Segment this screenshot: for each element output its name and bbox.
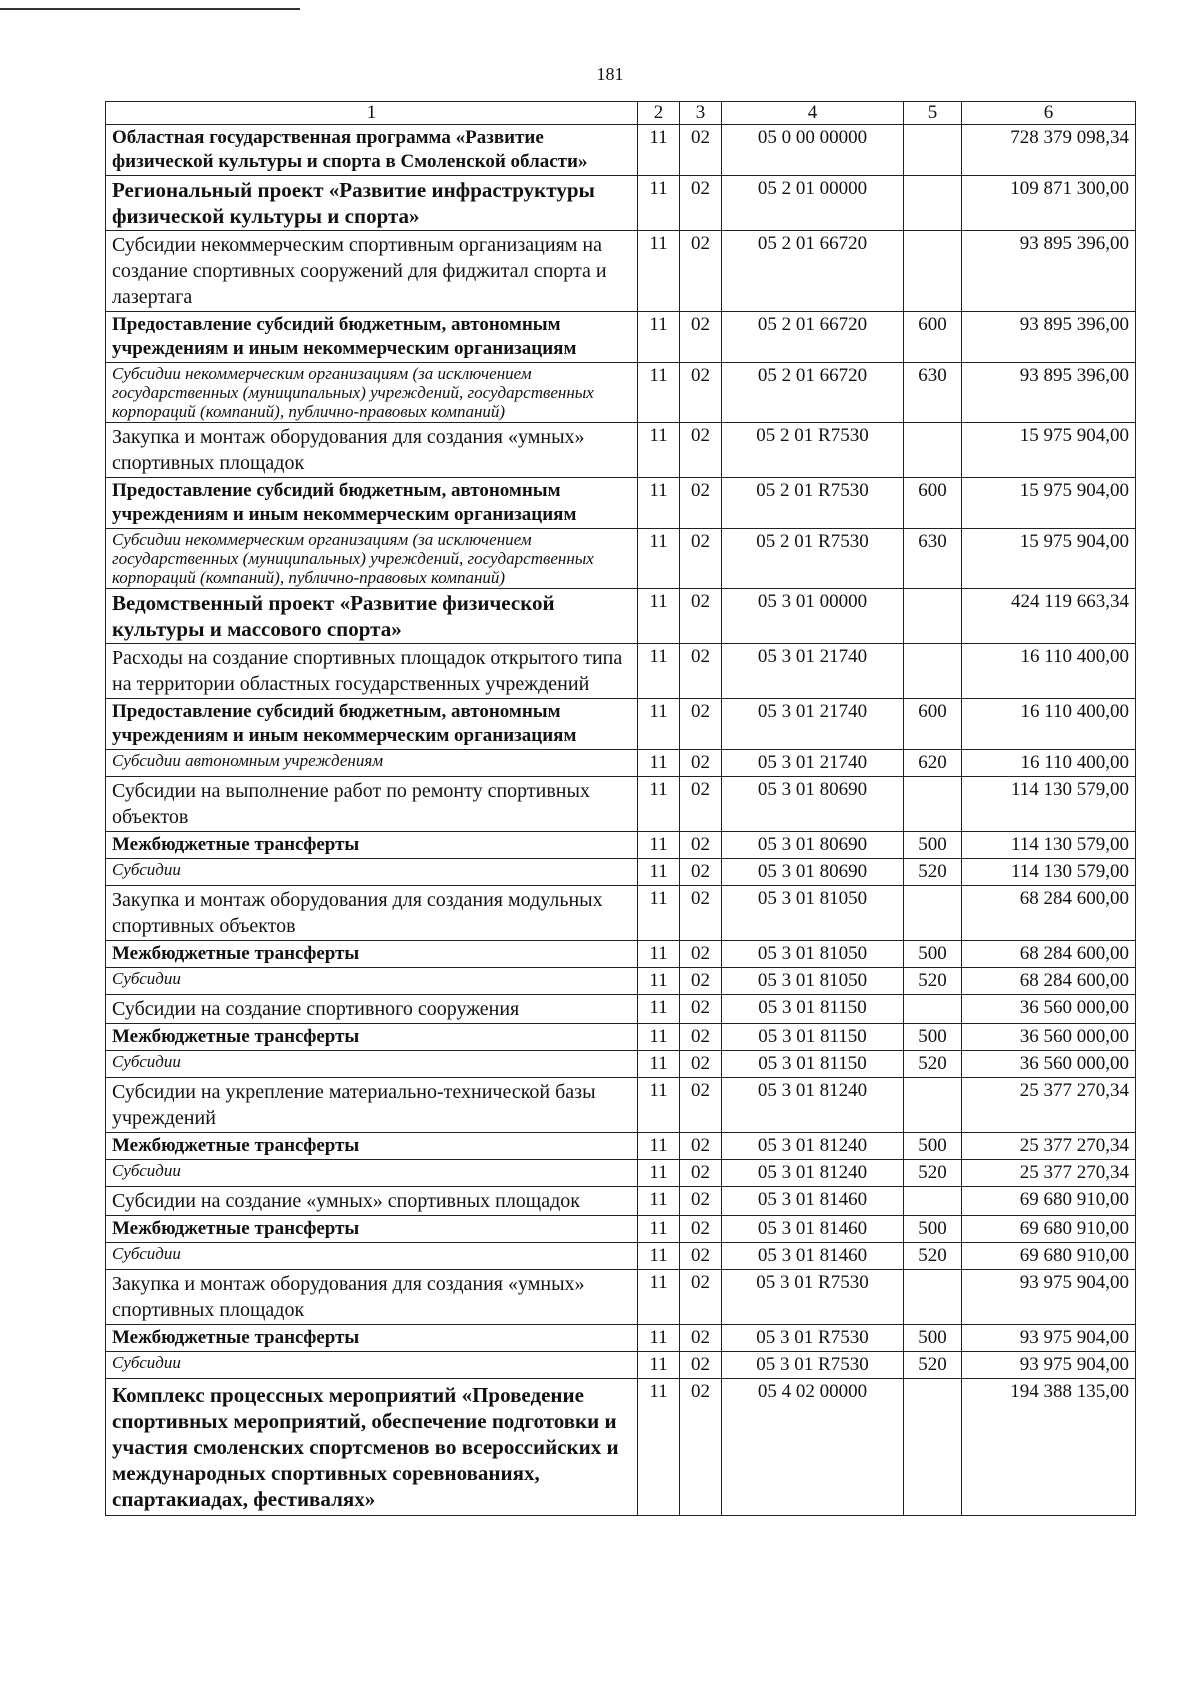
top-rule xyxy=(0,8,300,10)
target-article-cell: 05 3 01 81150 xyxy=(722,1024,904,1051)
subsection-code-cell: 02 xyxy=(680,231,722,312)
table-row xyxy=(106,1078,1136,1133)
row-name-cell: Субсидии на выполнение работ по ремонту спортивных объектов xyxy=(106,777,638,832)
section-code-cell: 11 xyxy=(638,423,680,478)
row-name-cell: Межбюджетные трансферты xyxy=(106,1325,638,1352)
target-article-cell: 05 2 01 00000 xyxy=(722,176,904,231)
budget-table xyxy=(105,101,1136,1516)
amount-cell: 114 130 579,00 xyxy=(962,832,1136,859)
section-code-cell: 11 xyxy=(638,995,680,1024)
section-code-cell: 11 xyxy=(638,125,680,176)
row-name-cell: Региональный проект «Развитие инфраструктуры физической культуры и спорта» xyxy=(106,176,638,231)
target-article-cell: 05 3 01 81240 xyxy=(722,1078,904,1133)
target-article-cell: 05 3 01 21740 xyxy=(722,699,904,750)
subsection-code-cell: 02 xyxy=(680,1270,722,1325)
column-header: 1 xyxy=(106,102,638,125)
target-article-cell: 05 3 01 21740 xyxy=(722,750,904,777)
amount-cell: 25 377 270,34 xyxy=(962,1160,1136,1187)
table-row xyxy=(106,1216,1136,1243)
row-name-cell: Закупка и монтаж оборудования для создания модульных спортивных объектов xyxy=(106,886,638,941)
subsection-code-cell: 02 xyxy=(680,1325,722,1352)
subsection-code-cell: 02 xyxy=(680,529,722,589)
target-article-cell: 05 3 01 81050 xyxy=(722,968,904,995)
subsection-code-cell: 02 xyxy=(680,1078,722,1133)
section-code-cell: 11 xyxy=(638,1187,680,1216)
target-article-cell: 05 3 01 R7530 xyxy=(722,1270,904,1325)
amount-cell: 16 110 400,00 xyxy=(962,644,1136,699)
table-row xyxy=(106,968,1136,995)
amount-cell: 69 680 910,00 xyxy=(962,1216,1136,1243)
row-name-cell: Субсидии xyxy=(106,968,638,995)
row-name-cell: Предоставление субсидий бюджетным, автономным учреждениям и иным некоммерческим организациям xyxy=(106,478,638,529)
section-code-cell: 11 xyxy=(638,750,680,777)
table-row xyxy=(106,1325,1136,1352)
amount-cell: 15 975 904,00 xyxy=(962,423,1136,478)
subsection-code-cell: 02 xyxy=(680,1243,722,1270)
row-name-cell: Ведомственный проект «Развитие физической культуры и массового спорта» xyxy=(106,589,638,644)
row-name-cell: Предоставление субсидий бюджетным, автономным учреждениям и иным некоммерческим организациям xyxy=(106,312,638,363)
target-article-cell: 05 2 01 66720 xyxy=(722,363,904,423)
target-article-cell: 05 0 00 00000 xyxy=(722,125,904,176)
table-row xyxy=(106,529,1136,589)
table-row xyxy=(106,1133,1136,1160)
target-article-cell: 05 3 01 R7530 xyxy=(722,1352,904,1379)
target-article-cell: 05 2 01 66720 xyxy=(722,231,904,312)
amount-cell: 93 895 396,00 xyxy=(962,363,1136,423)
target-article-cell: 05 3 01 81050 xyxy=(722,941,904,968)
row-name-cell: Межбюджетные трансферты xyxy=(106,1024,638,1051)
table-row xyxy=(106,176,1136,231)
amount-cell: 68 284 600,00 xyxy=(962,968,1136,995)
column-header: 6 xyxy=(962,102,1136,125)
target-article-cell: 05 3 01 R7530 xyxy=(722,1325,904,1352)
amount-cell: 68 284 600,00 xyxy=(962,941,1136,968)
column-header: 2 xyxy=(638,102,680,125)
expense-type-cell: 520 xyxy=(904,1160,962,1187)
table-body xyxy=(106,125,1136,1516)
table-row xyxy=(106,1379,1136,1516)
target-article-cell: 05 3 01 21740 xyxy=(722,644,904,699)
expense-type-cell xyxy=(904,886,962,941)
amount-cell: 93 895 396,00 xyxy=(962,231,1136,312)
column-header: 4 xyxy=(722,102,904,125)
row-name-cell: Комплекс процессных мероприятий «Проведение спортивных мероприятий, обеспечение подготовки и участия смоленских спортсменов во всероссийских и международных спортивных соревнованиях, спартакиадах, фестивалях» xyxy=(106,1379,638,1516)
subsection-code-cell: 02 xyxy=(680,777,722,832)
section-code-cell: 11 xyxy=(638,1024,680,1051)
subsection-code-cell: 02 xyxy=(680,859,722,886)
amount-cell: 68 284 600,00 xyxy=(962,886,1136,941)
expense-type-cell xyxy=(904,231,962,312)
expense-type-cell: 520 xyxy=(904,1051,962,1078)
row-name-cell: Закупка и монтаж оборудования для создания «умных» спортивных площадок xyxy=(106,423,638,478)
section-code-cell: 11 xyxy=(638,1270,680,1325)
target-article-cell: 05 3 01 81150 xyxy=(722,1051,904,1078)
table-row xyxy=(106,832,1136,859)
amount-cell: 424 119 663,34 xyxy=(962,589,1136,644)
row-name-cell: Субсидии xyxy=(106,1243,638,1270)
row-name-cell: Предоставление субсидий бюджетным, автономным учреждениям и иным некоммерческим организациям xyxy=(106,699,638,750)
subsection-code-cell: 02 xyxy=(680,968,722,995)
amount-cell: 93 975 904,00 xyxy=(962,1325,1136,1352)
subsection-code-cell: 02 xyxy=(680,1160,722,1187)
amount-cell: 69 680 910,00 xyxy=(962,1243,1136,1270)
column-header: 3 xyxy=(680,102,722,125)
section-code-cell: 11 xyxy=(638,859,680,886)
subsection-code-cell: 02 xyxy=(680,125,722,176)
expense-type-cell xyxy=(904,589,962,644)
table-row xyxy=(106,1352,1136,1379)
target-article-cell: 05 2 01 66720 xyxy=(722,312,904,363)
table-row xyxy=(106,699,1136,750)
expense-type-cell xyxy=(904,1270,962,1325)
expense-type-cell: 520 xyxy=(904,859,962,886)
amount-cell: 114 130 579,00 xyxy=(962,859,1136,886)
table-row xyxy=(106,231,1136,312)
subsection-code-cell: 02 xyxy=(680,312,722,363)
expense-type-cell xyxy=(904,125,962,176)
subsection-code-cell: 02 xyxy=(680,1216,722,1243)
amount-cell: 36 560 000,00 xyxy=(962,1024,1136,1051)
row-name-cell: Субсидии на создание «умных» спортивных площадок xyxy=(106,1187,638,1216)
amount-cell: 16 110 400,00 xyxy=(962,699,1136,750)
row-name-cell: Субсидии на создание спортивного сооружения xyxy=(106,995,638,1024)
target-article-cell: 05 3 01 80690 xyxy=(722,777,904,832)
expense-type-cell xyxy=(904,995,962,1024)
amount-cell: 36 560 000,00 xyxy=(962,995,1136,1024)
row-name-cell: Расходы на создание спортивных площадок открытого типа на территории областных государственных учреждений xyxy=(106,644,638,699)
amount-cell: 15 975 904,00 xyxy=(962,478,1136,529)
expense-type-cell xyxy=(904,1187,962,1216)
table-row xyxy=(106,1051,1136,1078)
section-code-cell: 11 xyxy=(638,231,680,312)
subsection-code-cell: 02 xyxy=(680,363,722,423)
table-row xyxy=(106,1024,1136,1051)
table-row xyxy=(106,941,1136,968)
section-code-cell: 11 xyxy=(638,176,680,231)
expense-type-cell: 630 xyxy=(904,363,962,423)
amount-cell: 25 377 270,34 xyxy=(962,1133,1136,1160)
expense-type-cell: 520 xyxy=(904,968,962,995)
section-code-cell: 11 xyxy=(638,886,680,941)
subsection-code-cell: 02 xyxy=(680,1051,722,1078)
target-article-cell: 05 3 01 81240 xyxy=(722,1160,904,1187)
subsection-code-cell: 02 xyxy=(680,886,722,941)
section-code-cell: 11 xyxy=(638,777,680,832)
subsection-code-cell: 02 xyxy=(680,644,722,699)
subsection-code-cell: 02 xyxy=(680,750,722,777)
section-code-cell: 11 xyxy=(638,1051,680,1078)
expense-type-cell: 520 xyxy=(904,1243,962,1270)
table-row xyxy=(106,312,1136,363)
row-name-cell: Субсидии некоммерческим организациям (за исключением государственных (муниципальных) учреждений, государственных корпораций (компаний), публично-правовых компаний) xyxy=(106,529,638,589)
section-code-cell: 11 xyxy=(638,1078,680,1133)
section-code-cell: 11 xyxy=(638,941,680,968)
expense-type-cell xyxy=(904,423,962,478)
section-code-cell: 11 xyxy=(638,644,680,699)
row-name-cell: Межбюджетные трансферты xyxy=(106,1216,638,1243)
section-code-cell: 11 xyxy=(638,1379,680,1516)
expense-type-cell: 600 xyxy=(904,312,962,363)
expense-type-cell: 630 xyxy=(904,529,962,589)
row-name-cell: Субсидии xyxy=(106,1160,638,1187)
section-code-cell: 11 xyxy=(638,832,680,859)
target-article-cell: 05 3 01 81150 xyxy=(722,995,904,1024)
subsection-code-cell: 02 xyxy=(680,176,722,231)
expense-type-cell xyxy=(904,1078,962,1133)
column-number-row xyxy=(106,102,1136,125)
section-code-cell: 11 xyxy=(638,1133,680,1160)
target-article-cell: 05 4 02 00000 xyxy=(722,1379,904,1516)
expense-type-cell xyxy=(904,1379,962,1516)
amount-cell: 69 680 910,00 xyxy=(962,1187,1136,1216)
target-article-cell: 05 3 01 81460 xyxy=(722,1187,904,1216)
expense-type-cell: 500 xyxy=(904,1216,962,1243)
subsection-code-cell: 02 xyxy=(680,941,722,968)
expense-type-cell xyxy=(904,777,962,832)
row-name-cell: Межбюджетные трансферты xyxy=(106,941,638,968)
amount-cell: 93 975 904,00 xyxy=(962,1270,1136,1325)
row-name-cell: Субсидии xyxy=(106,1352,638,1379)
expense-type-cell: 500 xyxy=(904,832,962,859)
expense-type-cell: 520 xyxy=(904,1352,962,1379)
subsection-code-cell: 02 xyxy=(680,478,722,529)
amount-cell: 93 975 904,00 xyxy=(962,1352,1136,1379)
expense-type-cell xyxy=(904,176,962,231)
table-row xyxy=(106,1160,1136,1187)
amount-cell: 36 560 000,00 xyxy=(962,1051,1136,1078)
target-article-cell: 05 3 01 81460 xyxy=(722,1243,904,1270)
section-code-cell: 11 xyxy=(638,478,680,529)
expense-type-cell: 500 xyxy=(904,941,962,968)
row-name-cell: Межбюджетные трансферты xyxy=(106,832,638,859)
amount-cell: 25 377 270,34 xyxy=(962,1078,1136,1133)
amount-cell: 728 379 098,34 xyxy=(962,125,1136,176)
target-article-cell: 05 3 01 81240 xyxy=(722,1133,904,1160)
row-name-cell: Субсидии некоммерческим организациям (за исключением государственных (муниципальных) учреждений, государственных корпораций (компаний), публично-правовых компаний) xyxy=(106,363,638,423)
section-code-cell: 11 xyxy=(638,312,680,363)
target-article-cell: 05 3 01 00000 xyxy=(722,589,904,644)
row-name-cell: Субсидии на укрепление материально-технической базы учреждений xyxy=(106,1078,638,1133)
expense-type-cell: 500 xyxy=(904,1325,962,1352)
table-row xyxy=(106,886,1136,941)
table-row xyxy=(106,1270,1136,1325)
subsection-code-cell: 02 xyxy=(680,699,722,750)
target-article-cell: 05 3 01 80690 xyxy=(722,832,904,859)
table-row xyxy=(106,1187,1136,1216)
section-code-cell: 11 xyxy=(638,968,680,995)
subsection-code-cell: 02 xyxy=(680,1352,722,1379)
row-name-cell: Областная государственная программа «Развитие физической культуры и спорта в Смоленской области» xyxy=(106,125,638,176)
column-header: 5 xyxy=(904,102,962,125)
target-article-cell: 05 3 01 81050 xyxy=(722,886,904,941)
row-name-cell: Субсидии автономным учреждениям xyxy=(106,750,638,777)
amount-cell: 194 388 135,00 xyxy=(962,1379,1136,1516)
subsection-code-cell: 02 xyxy=(680,1187,722,1216)
subsection-code-cell: 02 xyxy=(680,1379,722,1516)
target-article-cell: 05 3 01 80690 xyxy=(722,859,904,886)
section-code-cell: 11 xyxy=(638,1216,680,1243)
table-row xyxy=(106,423,1136,478)
table-row xyxy=(106,859,1136,886)
expense-type-cell: 600 xyxy=(904,478,962,529)
page-number: 181 xyxy=(596,64,624,84)
row-name-cell: Межбюджетные трансферты xyxy=(106,1133,638,1160)
row-name-cell: Субсидии xyxy=(106,859,638,886)
expense-type-cell: 600 xyxy=(904,699,962,750)
subsection-code-cell: 02 xyxy=(680,589,722,644)
table-row xyxy=(106,478,1136,529)
amount-cell: 16 110 400,00 xyxy=(962,750,1136,777)
table-row xyxy=(106,777,1136,832)
section-code-cell: 11 xyxy=(638,1243,680,1270)
expense-type-cell xyxy=(904,644,962,699)
amount-cell: 15 975 904,00 xyxy=(962,529,1136,589)
section-code-cell: 11 xyxy=(638,699,680,750)
amount-cell: 109 871 300,00 xyxy=(962,176,1136,231)
target-article-cell: 05 2 01 R7530 xyxy=(722,529,904,589)
table-row xyxy=(106,125,1136,176)
row-name-cell: Закупка и монтаж оборудования для создания «умных» спортивных площадок xyxy=(106,1270,638,1325)
target-article-cell: 05 2 01 R7530 xyxy=(722,423,904,478)
section-code-cell: 11 xyxy=(638,529,680,589)
section-code-cell: 11 xyxy=(638,1352,680,1379)
subsection-code-cell: 02 xyxy=(680,423,722,478)
table-row xyxy=(106,644,1136,699)
section-code-cell: 11 xyxy=(638,589,680,644)
subsection-code-cell: 02 xyxy=(680,1024,722,1051)
section-code-cell: 11 xyxy=(638,1325,680,1352)
target-article-cell: 05 2 01 R7530 xyxy=(722,478,904,529)
table-row xyxy=(106,750,1136,777)
table-row xyxy=(106,589,1136,644)
expense-type-cell: 620 xyxy=(904,750,962,777)
row-name-cell: Субсидии некоммерческим спортивным организациям на создание спортивных сооружений для фиджитал спорта и лазертага xyxy=(106,231,638,312)
amount-cell: 114 130 579,00 xyxy=(962,777,1136,832)
expense-type-cell: 500 xyxy=(904,1024,962,1051)
amount-cell: 93 895 396,00 xyxy=(962,312,1136,363)
table-row xyxy=(106,995,1136,1024)
table-row xyxy=(106,1243,1136,1270)
section-code-cell: 11 xyxy=(638,1160,680,1187)
table-row xyxy=(106,363,1136,423)
row-name-cell: Субсидии xyxy=(106,1051,638,1078)
expense-type-cell: 500 xyxy=(904,1133,962,1160)
target-article-cell: 05 3 01 81460 xyxy=(722,1216,904,1243)
subsection-code-cell: 02 xyxy=(680,995,722,1024)
subsection-code-cell: 02 xyxy=(680,832,722,859)
subsection-code-cell: 02 xyxy=(680,1133,722,1160)
section-code-cell: 11 xyxy=(638,363,680,423)
